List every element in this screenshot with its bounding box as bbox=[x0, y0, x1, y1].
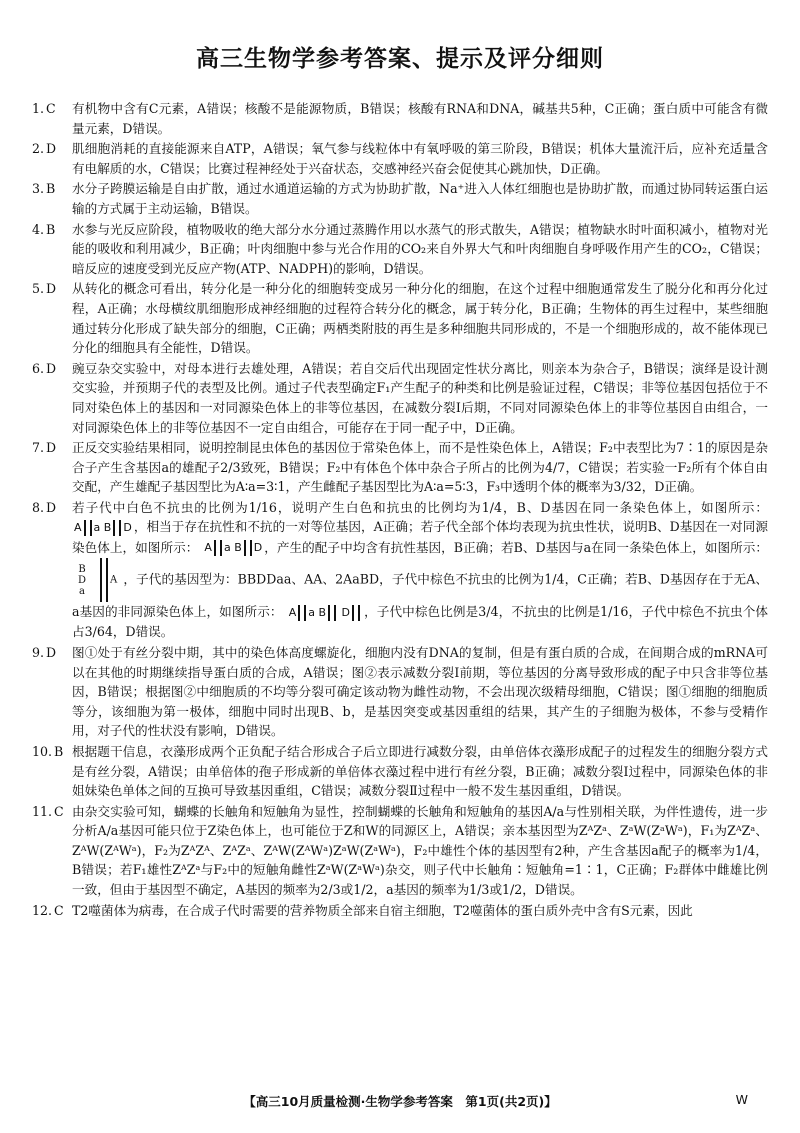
explanation-part: ，子代的基因型为：BBDDaa、AA、2AaBD，子代中棕色不抗虫的比例为1/4，C正确；若B、D基因存在于无A、a基因的非同源染色体上，如图所示： bbox=[72, 571, 768, 620]
answer-item-6 bbox=[32, 359, 768, 437]
explanation-part: ，产生的配子中均含有抗性基因，B正确；若B、D基因与a在同一条染色体上，如图所示： bbox=[264, 539, 768, 555]
explanation-part: 相当于存在抗性和不抗的一对等位基因，A正确；若子代全部个体均表现为抗虫性状，说明B、D基因在一对同源染色体上，如图所示： bbox=[72, 519, 769, 555]
item-explanation: 若子代中白色不抗虫的比例为1/16，说明产生白色和抗虫的比例均为1/4，B、D基因在同一条染色体上，如图所示： A a B D ，相当于存在抗性和不抗的一对等位基因，A正确；若子代全部个体均表现为抗虫性状，说明B、D基因在一对同源染色体上，如图所示： A a B D ，产生的配子中均含有抗性基因，B正确；若B、D基因与a在同一条染色体上，如图所示： B D aA ，子代的基因型为：BBDDaa、AA、2AaBD，子代中棕色不抗虫的比例为1/4，C正确；若B、D基因存在于无A、a基因的非同源染色体上，如图所示： A a B D ，子代中棕色比例是3/4，不抗虫的比例是1/16，子代中棕色不抗虫个体占3/64，D错误。 bbox=[72, 499, 769, 640]
item-number: 6. D bbox=[32, 360, 57, 376]
answer-item-12 bbox=[32, 901, 768, 921]
chromosome-diagram-4: A a B D bbox=[289, 603, 362, 623]
answer-item-5 bbox=[32, 279, 768, 357]
item-explanation: 根据题干信息，衣藻形成两个正负配子结合形成合子后立即进行减数分裂，由单倍体衣藻形成配子的过程发生的细胞分裂方式是有丝分裂，A错误；由单倍体的孢子形成新的单倍体衣藻过程中进行有丝分裂，B正确；减数分裂Ⅰ过程中，同源染色体的非姐妹染色单体之间的互换可导致基因重组，C错误；减数分裂Ⅱ过程中一般不发生基因重组，D错误。 bbox=[72, 743, 768, 799]
item-number: 7. D bbox=[32, 440, 57, 456]
item-number: 3. B bbox=[32, 181, 56, 197]
answer-item-8 bbox=[32, 498, 768, 642]
explanation-part: ，子代中棕色比例是3/4，不抗虫的比例是1/16，子代中棕色不抗虫个体占3/64，D错误。 bbox=[72, 604, 768, 640]
answer-item-11 bbox=[32, 802, 768, 900]
item-number: 8. D bbox=[32, 499, 57, 515]
footer-code: W bbox=[735, 1092, 748, 1107]
item-explanation: 图①处于有丝分裂中期，其中的染色体高度螺旋化，细胞内没有DNA的复制，但是有蛋白质的合成，在间期合成的mRNA可以在其他的时期继续指导蛋白质的合成，A错误；图②表示减数分裂Ⅰ前期，等位基因的分离导致形成的配子中只含非等位基因，B错误；根据图②中细胞质的不均等分裂可确定该动物为雌性动物，不会出现次级精母细胞，C错误；图①细胞的细胞质等分，该细胞为第一极体，细胞中同时出现B、b，是基因突变或基因重组的结果，其产生的子细胞为极体，不参与受精作用，对子代的性状没有影响，D错误。 bbox=[72, 644, 768, 739]
item-number: 2. D bbox=[32, 141, 57, 157]
answer-item-1 bbox=[32, 99, 768, 138]
chromosome-diagram-1: A a B D bbox=[74, 521, 132, 535]
answer-item-3 bbox=[32, 179, 768, 218]
item-number: 4. B bbox=[32, 221, 56, 237]
item-explanation: 水参与光反应阶段，植物吸收的绝大部分水分通过蒸腾作用以水蒸气的形式散失，A错误；植物缺水时叶面积减小，植物对光能的吸收和利用减少，B正确；叶肉细胞中参与光合作用的CO₂来自外界大气和叶肉细胞自身呼吸作用产生的CO₂，C错误；暗反应的速度受到光反应产物(ATP、NADPH)的影响，D错误。 bbox=[72, 221, 768, 276]
chromosome-diagram-2: A a B D bbox=[204, 541, 263, 555]
item-explanation: 水分子跨膜运输是自由扩散，通过水通道运输的方式为协助扩散，Na⁺进入人体红细胞也是协助扩散，而通过协同转运蛋白运输的方式属于主动运输，B错误。 bbox=[72, 181, 768, 216]
item-number: 5. D bbox=[32, 281, 57, 297]
item-number: 12. C bbox=[32, 902, 64, 918]
item-explanation: 豌豆杂交实验中，对母本进行去雄处理，A错误；若自交后代出现固定性状分离比，则亲本为杂合子，B错误；演绎是设计测交实验，并预期子代的表型及比例。通过子代表型确定F₁产生配子的种类和比例是验证过程，C错误；非等位基因包括位于不同对染色体上的基因和一对同源染色体上的非等位基因，在减数分裂Ⅰ后期，不同对同源染色体上的非等位基因自由组合，一对同源染色体上的非等位基因不一定自由组合，可能存在于同一配子中，D正确。 bbox=[72, 360, 768, 435]
answer-item-2 bbox=[32, 139, 768, 178]
page-footer bbox=[0, 1092, 800, 1110]
item-explanation: 正反交实验结果相同，说明控制昆虫体色的基因位于常染色体上，而不是性染色体上，A错误；F₂中表型比为7∶1的原因是杂合子产生含基因a的雄配子2/3致死，B错误；F₂中有体色个体中杂合子所占的比例为4/7，C错误；若实验一F₂所有个体自由交配，产生雄配子基因型比为A∶a=3∶1，产生雌配子基因型比为A∶a=5∶3，F₃中透明个体的概率为3/32，D正确。 bbox=[72, 440, 768, 495]
answer-list bbox=[32, 99, 768, 920]
page-title: 高三生物学参考答案、提示及评分细则 bbox=[196, 46, 604, 72]
chromosome-diagram-3: B D a bbox=[78, 563, 87, 597]
item-explanation: 肌细胞消耗的直接能源来自ATP，A错误；氧气参与线粒体中有氧呼吸的第三阶段，B错误；机体大量流汗后，应补充适量含有电解质的水，C错误；比赛过程神经处于兴奋状态，交感神经兴奋会促使其心跳加快，D正确。 bbox=[72, 141, 768, 176]
item-explanation: 从转化的概念可看出，转分化是一种分化的细胞转变成另一种分化的细胞，在这个过程中细胞通常发生了脱分化和再分化过程，A正确；水母横纹肌细胞形成神经细胞的过程符合转分化的概念，属于转分化，B正确；生物体的再生过程中，某些细胞通过转分化形成了缺失部分的细胞，C正确；两栖类附肢的再生是多种细胞共同形成的，不是一个细胞形成的，故不能体现已分化的细胞具有全能性，D错误。 bbox=[72, 281, 768, 356]
item-explanation: 由杂交实验可知，蝴蝶的长触角和短触角为显性，控制蝴蝶的长触角和短触角的基因A/a与性别相关联，为伴性遗传，进一步分析A/a基因可能只位于Z染色体上，也可能位于Z和W的同源区上，A错误；亲本基因型为ZᴬZᵃ、ZᵃW(ZᵃWᵃ)，F₁为ZᴬZᵃ、ZᴬW(ZᴬWᵃ)，F₂为ZᴬZᴬ、ZᴬZᵃ、ZᴬW(ZᴬWᵃ)ZᵃW(ZᵃWᵃ)，F₂中雄性个体的基因型有2种，产生含基因a配子的概率为1/4，B错误；若F₁雄性ZᴬZᵃ与F₂中的短触角雌性ZᵃW(ZᵃWᵃ)杂交，则子代中长触角∶短触角=1∶1，C正确；F₂群体中雌雄比例一致，但由于基因型不确定，A基因的频率为2/3或1/2，a基因的频率为1/3或1/2，D错误。 bbox=[72, 803, 768, 898]
answer-item-4 bbox=[32, 220, 768, 279]
explanation-part: 若子代中白色不抗虫的比例为1/16，说明产生白色和抗虫的比例均为1/4，B、D基因在同一条染色体上，如图所示： bbox=[72, 499, 768, 515]
footer-text: 【高三10月质量检测·生物学参考答案 第1页(共2页)】 bbox=[243, 1094, 557, 1109]
chromosome-bars: A bbox=[98, 558, 117, 602]
item-number: 9. D bbox=[32, 644, 57, 660]
item-number: 1. C bbox=[32, 101, 56, 116]
item-explanation: 有机物中含有C元素，A错误；核酸不是能源物质，B错误；核酸有RNA和DNA，碱基共5种，C正确；蛋白质中可能含有微量元素，D错误。 bbox=[72, 101, 768, 136]
answer-item-10 bbox=[32, 742, 768, 801]
item-number: 10. B bbox=[32, 743, 64, 759]
answer-item-7 bbox=[32, 438, 768, 497]
item-explanation: T2噬菌体为病毒，在合成子代时需要的营养物质全部来自宿主细胞，T2噬菌体的蛋白质外壳中含有S元素，因此 bbox=[72, 902, 693, 918]
item-number: 11. C bbox=[32, 803, 64, 819]
answer-item-9 bbox=[32, 643, 768, 741]
